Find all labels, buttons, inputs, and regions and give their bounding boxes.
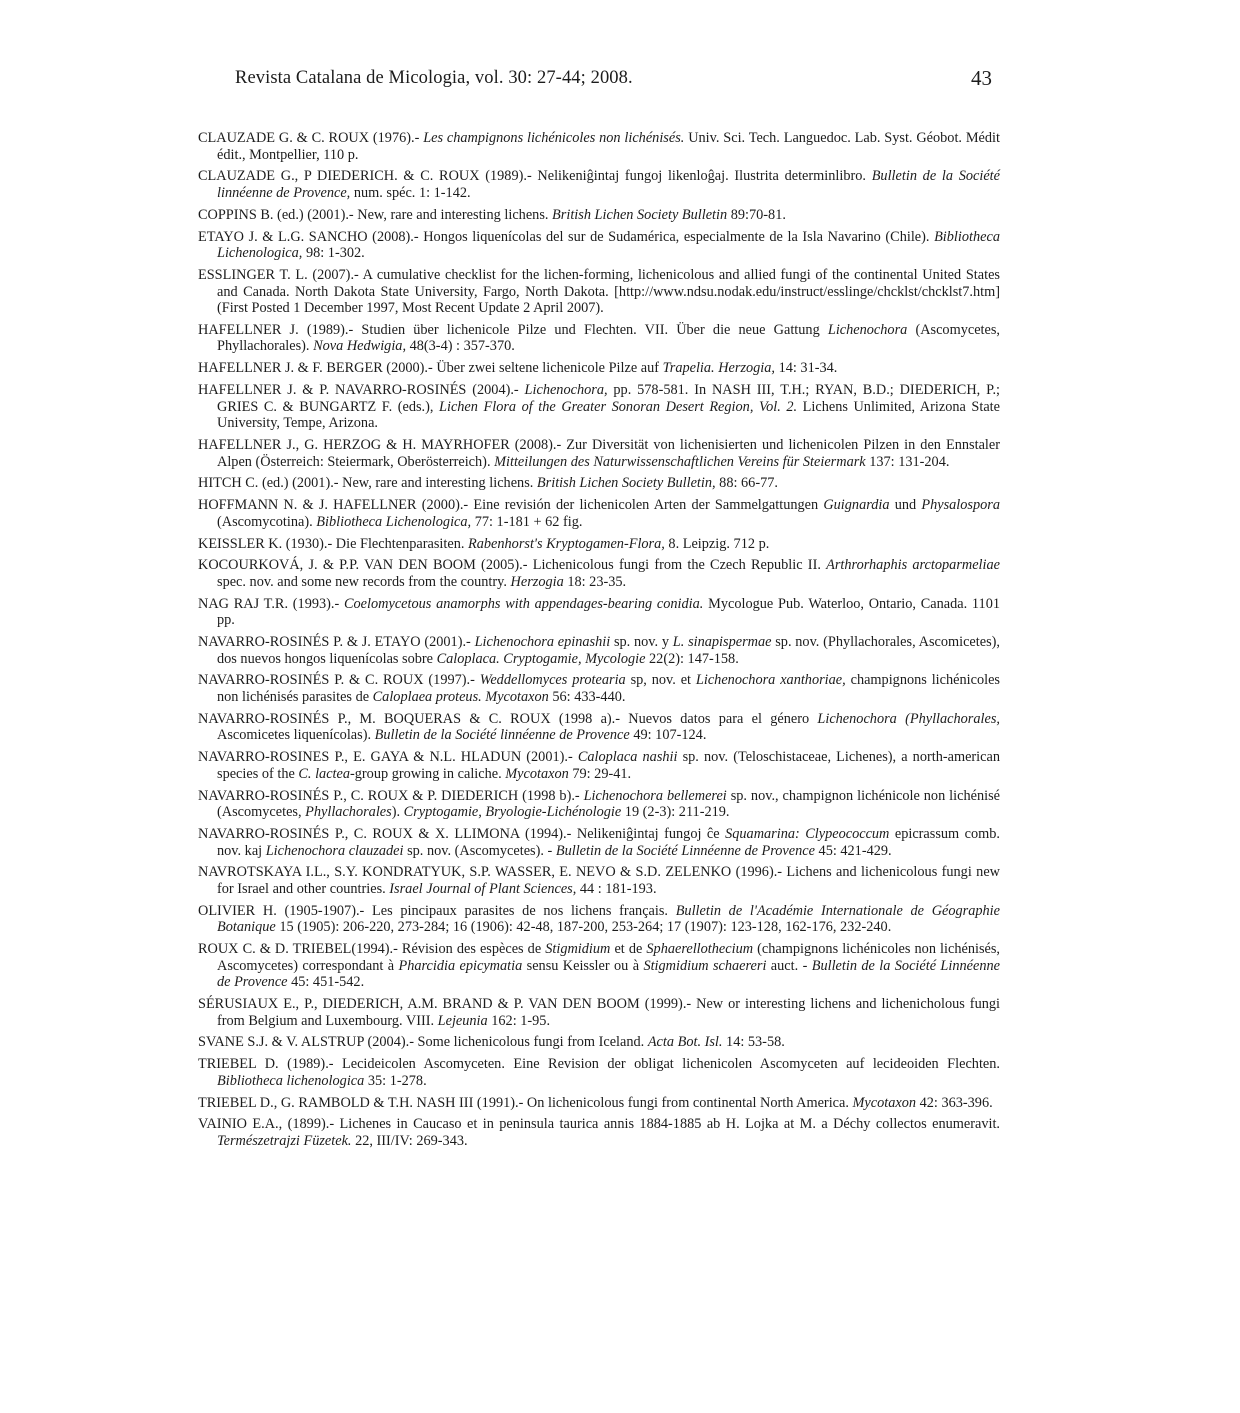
- reference-text: COPPINS B. (ed.) (2001).- New, rare and interesting lichens.: [198, 206, 553, 223]
- reference-text: sp, nov. et: [625, 672, 696, 689]
- reference-text: NAVARRO-ROSINES P., E. GAYA & N.L. HLADUN (2001).-: [198, 749, 578, 766]
- reference-italic-text: Phyllachorales: [305, 804, 392, 821]
- reference-italic-text: Caloplaea proteus. Mycotaxon: [372, 689, 549, 706]
- reference-italic-text: Israel Journal of Plant Sciences,: [389, 880, 577, 897]
- reference-text: OLIVIER H. (1905-1907).- Les pincipaux parasites de nos lichens français.: [198, 902, 676, 919]
- reference-entry: [198, 557, 1000, 590]
- reference-entry: [198, 267, 1000, 317]
- reference-text: ROUX C. & D. TRIEBEL(1994).- Révision des espèces de: [198, 941, 546, 958]
- reference-text: NAG RAJ T.R. (1993).-: [198, 595, 344, 612]
- reference-entry: [198, 749, 1000, 782]
- reference-text: 48(3-4) : 357-370.: [406, 338, 515, 355]
- reference-text: sp. nov., champignon lichénicole non lichénisé (Ascomycetes,: [217, 787, 1000, 821]
- reference-entry: [198, 497, 1000, 530]
- reference-text: 162: 1-95.: [487, 1012, 551, 1029]
- reference-italic-text: Weddellomyces protearia: [479, 672, 626, 689]
- reference-entry: [198, 1095, 1000, 1112]
- reference-text: 42: 363-396.: [916, 1094, 993, 1111]
- reference-italic-text: Trapelia. Herzogia,: [662, 360, 775, 377]
- reference-text: sp. nov. (Teloschistaceae, Lichenes), a north-american species of the: [217, 749, 1000, 782]
- reference-text: sp. nov. y: [610, 634, 673, 651]
- reference-italic-text: L. sinapispermae: [672, 634, 772, 651]
- reference-entry: [198, 996, 1000, 1029]
- reference-text: 49: 107-124.: [629, 727, 707, 744]
- reference-text: SÉRUSIAUX E., P., DIEDERICH, A.M. BRAND & P. VAN DEN BOOM (1999).- New or interesting lichens and lichenicholous fungi from Belgium and Luxembourg. VIII.: [198, 996, 1000, 1029]
- reference-text: VAINIO E.A., (1899).- Lichenes in Caucaso et in peninsula taurica annis 1884-1885 ab H. Lojka at M. a Déchy collectos enumeravit.: [198, 1116, 1000, 1133]
- reference-italic-text: Lichen Flora of the Greater Sonoran Desert Region, Vol. 2.: [439, 398, 798, 415]
- reference-entry: [198, 826, 1000, 859]
- reference-text: 15 (1905): 206-220, 273-284; 16 (1906): 42-48, 187-200, 253-264; 17 (1907): 123-128, 162-176, 232-240.: [275, 919, 892, 936]
- reference-text: CLAUZADE G. & C. ROUX (1976).-: [198, 130, 424, 146]
- reference-text: SVANE S.J. & V. ALSTRUP (2004).- Some lichenicolous fungi from Iceland.: [198, 1034, 648, 1051]
- reference-entry: [198, 711, 1000, 744]
- reference-italic-text: Squamarina: Clypeococcum: [725, 825, 890, 842]
- reference-italic-text: Lichenochora: [827, 321, 908, 338]
- reference-text: auct. -: [766, 957, 812, 974]
- reference-text: sensu Keissler ou à: [522, 957, 644, 974]
- reference-entry: [198, 596, 1000, 629]
- reference-italic-text: Rabenhorst's Kryptogamen-Flora,: [468, 535, 665, 552]
- reference-italic-text: Lichenochora,: [524, 382, 608, 399]
- reference-text: 14: 31-34.: [775, 360, 838, 377]
- reference-text: 77: 1-181 + 62 fig.: [471, 513, 583, 530]
- reference-entry: [198, 475, 1000, 492]
- reference-italic-text: Természetrajzi Füzetek.: [217, 1132, 352, 1149]
- reference-italic-text: Lichenochora epinashii: [474, 634, 611, 651]
- reference-italic-text: Bulletin de la Société Linnéenne de Provence: [555, 842, 815, 859]
- reference-italic-text: Mitteilungen des Naturwissenschaftlichen Vereins für Steiermark: [494, 453, 866, 470]
- reference-entry: [198, 903, 1000, 936]
- reference-italic-text: Lichenochora xanthoriae,: [695, 672, 846, 689]
- reference-text: 79: 29-41.: [568, 765, 632, 782]
- reference-entry: [198, 1034, 1000, 1051]
- reference-text: 56: 433-440.: [548, 689, 626, 706]
- page-header: [235, 68, 992, 96]
- reference-text: (Ascomycetes, Phyllachorales).: [217, 321, 1000, 355]
- reference-italic-text: Bibliotheca lichenologica: [217, 1072, 365, 1089]
- reference-text: sp. nov. (Ascomycetes). -: [403, 842, 556, 859]
- reference-text: -group growing in caliche.: [350, 765, 506, 782]
- reference-italic-text: Bulletin de la Société linnéenne de Provence: [374, 727, 630, 744]
- reference-entry: [198, 1056, 1000, 1089]
- reference-text: 137: 131-204.: [865, 453, 950, 470]
- reference-italic-text: British Lichen Society Bulletin,: [536, 475, 716, 492]
- reference-text: HAFELLNER J. & F. BERGER (2000).- Über zwei seltene lichenicole Pilze auf: [198, 360, 663, 377]
- reference-italic-text: British Lichen Society Bulletin: [552, 206, 728, 223]
- reference-italic-text: Caloplaca. Cryptogamie, Mycologie: [436, 650, 646, 667]
- reference-entry: [198, 360, 1000, 377]
- page-number: 43: [971, 66, 992, 90]
- reference-text: KEISSLER K. (1930).- Die Flechtenparasiten.: [198, 535, 468, 552]
- reference-italic-text: Caloplaca nashii: [577, 749, 678, 766]
- reference-entry: [198, 634, 1000, 667]
- reference-text: ESSLINGER T. L. (2007).- A cumulative checklist for the lichen-forming, lichenicolous and allied fungi of the continental United States and Canada. North Dakota State University, Fargo, North Dakota. [http://www.ndsu.nodak.edu/instruct/esslinge/chcklst/chcklst7.htm] (First Posted 1 December 1997, Most Recent Update 2 April 2007).: [198, 266, 1000, 317]
- reference-italic-text: Nova Hedwigia,: [313, 338, 407, 355]
- reference-italic-text: Pharcidia epicymatia: [398, 957, 523, 974]
- reference-text: pp. 578-581. In NASH III, T.H.; RYAN, B.D.; DIEDERICH, P.; GRIES C. & BUNGARTZ F. (eds.),: [217, 382, 1000, 415]
- reference-entry: [198, 941, 1000, 991]
- reference-text: (champignons lichénicoles non lichénisés, Ascomycetes) correspondant à: [217, 941, 1000, 974]
- reference-text: HAFELLNER J. & P. NAVARRO-ROSINÉS (2004).-: [198, 382, 525, 399]
- reference-italic-text: Sphaerellothecium: [646, 941, 754, 958]
- reference-text: 19 (2-3): 211-219.: [621, 804, 730, 821]
- reference-text: KOCOURKOVÁ, J. & P.P. VAN DEN BOOM (2005).- Lichenicolous fungi from the Czech Republic II.: [198, 557, 827, 574]
- reference-text: 89:70-81.: [727, 206, 786, 223]
- reference-text: 45: 421-429.: [814, 842, 892, 859]
- reference-entry: [198, 207, 1000, 224]
- reference-italic-text: Stigmidium: [545, 941, 611, 958]
- reference-text: HAFELLNER J. (1989).- Studien über lichenicole Pilze und Flechten. VII. Über die neue Gattung: [198, 321, 828, 338]
- reference-text: Univ. Sci. Tech. Languedoc. Lab. Syst. Géobot. Médit édit., Montpellier, 110 p.: [217, 130, 1000, 163]
- reference-text: 22, III/IV: 269-343.: [351, 1132, 468, 1149]
- reference-text: epicrassum comb. nov. kaj: [217, 825, 1000, 859]
- reference-text: et de: [610, 941, 647, 958]
- reference-text: und: [889, 497, 922, 514]
- reference-entry: [198, 1116, 1000, 1149]
- reference-entry: [198, 382, 1000, 432]
- reference-text: Mycologue Pub. Waterloo, Ontario, Canada. 1101 pp.: [217, 595, 1000, 629]
- reference-text: num. spéc. 1: 1-142.: [350, 184, 471, 201]
- reference-text: NAVARRO-ROSINÉS P., C. ROUX & X. LLIMONA (1994).- Nelikeniĝintaj fungoj ĉe: [198, 825, 726, 842]
- reference-entry: [198, 168, 1000, 201]
- reference-italic-text: Mycotaxon: [505, 765, 569, 782]
- reference-italic-text: Lichenochora clauzadei: [265, 842, 404, 859]
- reference-italic-text: Arthrorhaphis arctoparmeliae: [826, 557, 1000, 574]
- reference-italic-text: Bulletin de l'Académie Internationale de Géographie Botanique: [217, 902, 1000, 936]
- reference-text: 22(2): 147-158.: [645, 650, 739, 667]
- reference-italic-text: Bibliotheca Lichenologica,: [217, 228, 1000, 262]
- reference-text: NAVARRO-ROSINÉS P., M. BOQUERAS & C. ROUX (1998 a).- Nuevos datos para el género: [198, 710, 818, 727]
- reference-text: 45: 451-542.: [287, 974, 365, 991]
- reference-text: 8. Leipzig. 712 p.: [664, 535, 770, 552]
- reference-text: 14: 53-58.: [722, 1034, 785, 1051]
- reference-italic-text: Lichenochora (Phyllachorales,: [817, 710, 1000, 727]
- reference-text: Ascomicetes liquenícolas).: [217, 727, 375, 744]
- reference-text: 88: 66-77.: [715, 475, 778, 492]
- reference-text: sp. nov. (Phyllachorales, Ascomicetes), dos nuevos hongos liquenícolas sobre: [217, 634, 1000, 667]
- reference-italic-text: Coelomycetous anamorphs with appendages-bearing conidia.: [344, 595, 704, 612]
- reference-italic-text: Cryptogamie, Bryologie-Lichénologie: [403, 804, 622, 821]
- reference-text: CLAUZADE G., P DIEDERICH. & C. ROUX (1989).- Nelikeniĝintaj fungoj likenloĝaj. Ilustrita determinlibro.: [198, 168, 872, 185]
- running-header-title: Revista Catalana de Micologia, vol. 30: 27-44; 2008.: [235, 68, 633, 88]
- reference-text: ETAYO J. & L.G. SANCHO (2008).- Hongos liquenícolas del sur de Sudamérica, especialmente de la Isla Navarino (Chile).: [198, 228, 935, 245]
- reference-text: champignons lichénicoles non lichénisés parasites de: [217, 672, 1000, 706]
- reference-text: HITCH C. (ed.) (2001).- New, rare and interesting lichens.: [198, 475, 537, 492]
- reference-text: NAVARRO-ROSINÉS P., C. ROUX & P. DIEDERICH (1998 b).-: [198, 787, 584, 804]
- reference-italic-text: Bulletin de la Société Linnéenne de Provence: [217, 957, 1000, 991]
- reference-text: 18: 23-35.: [563, 573, 627, 590]
- reference-text: spec. nov. and some new records from the country.: [217, 573, 511, 590]
- reference-italic-text: Lejeunia: [437, 1012, 488, 1029]
- reference-italic-text: Physalospora: [921, 497, 1000, 514]
- reference-text: Lichens Unlimited, Arizona State University, Tempe, Arizona.: [217, 398, 1000, 432]
- reference-italic-text: Bibliotheca Lichenologica,: [316, 513, 472, 530]
- reference-italic-text: Les champignons lichénicoles non lichénisés.: [423, 130, 685, 146]
- reference-italic-text: Stigmidium schaereri: [643, 957, 767, 974]
- reference-text: 35: 1-278.: [364, 1072, 427, 1089]
- reference-text: 44 : 181-193.: [576, 880, 657, 897]
- reference-text: (Ascomycotina).: [217, 513, 317, 530]
- reference-text: ).: [391, 804, 404, 821]
- reference-text: 98: 1-302.: [302, 245, 365, 262]
- reference-text: HOFFMANN N. & J. HAFELLNER (2000).- Eine revisión der lichenicolen Arten der Sammelgattungen: [198, 497, 824, 514]
- reference-entry: [198, 322, 1000, 355]
- reference-text: TRIEBEL D., G. RAMBOLD & T.H. NASH III (1991).- On lichenicolous fungi from continental North America.: [198, 1094, 853, 1111]
- reference-italic-text: Bulletin de la Société linnéenne de Provence,: [217, 168, 1000, 201]
- reference-entry: [198, 672, 1000, 705]
- reference-entry: [198, 130, 1000, 163]
- reference-entry: [198, 788, 1000, 821]
- reference-italic-text: Guignardia: [823, 497, 890, 514]
- reference-text: NAVROTSKAYA I.L., S.Y. KONDRATYUK, S.P. WASSER, E. NEVO & S.D. ZELENKO (1996).- Lichens and lichenicolous fungi new for Israel and other countries.: [198, 864, 1000, 897]
- reference-list: [198, 130, 1000, 1155]
- reference-entry: [198, 437, 1000, 470]
- reference-italic-text: Mycotaxon: [852, 1094, 917, 1111]
- reference-text: TRIEBEL D. (1989).- Lecideicolen Ascomyceten. Eine Revision der obligat lichenicolen Ascomyceten auf lecideoiden Flechten.: [198, 1056, 1000, 1073]
- reference-text: NAVARRO-ROSINÉS P. & C. ROUX (1997).-: [198, 672, 480, 689]
- reference-text: NAVARRO-ROSINÉS P. & J. ETAYO (2001).-: [198, 634, 475, 651]
- reference-italic-text: Lichenochora bellemerei: [583, 787, 727, 804]
- reference-entry: [198, 229, 1000, 262]
- reference-italic-text: C. lactea: [298, 765, 351, 782]
- reference-text: HAFELLNER J., G. HERZOG & H. MAYRHOFER (2008).- Zur Diversität von lichenisierten und lichenicolen Pilzen in den Ennstaler Alpen (Österreich: Steiermark, Oberösterreich).: [198, 437, 1000, 470]
- reference-entry: [198, 536, 1000, 553]
- reference-italic-text: Acta Bot. Isl.: [647, 1034, 723, 1051]
- reference-italic-text: Herzogia: [510, 573, 564, 590]
- reference-entry: [198, 864, 1000, 897]
